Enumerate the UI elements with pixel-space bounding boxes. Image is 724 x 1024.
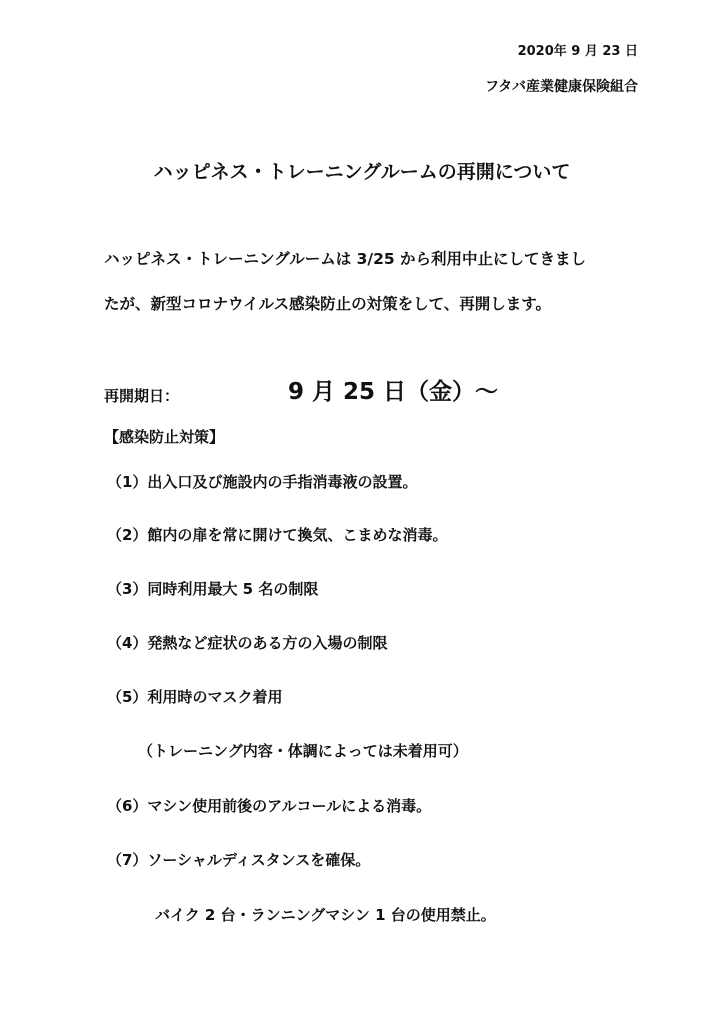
measure-item-7-note: バイク 2 台・ランニングマシン 1 台の使用禁止。 xyxy=(155,906,496,924)
body-text-line-2: たが、新型コロナウイルス感染防止の対策をして、再開します。 xyxy=(104,295,552,313)
body-text-line-1: ハッピネス・トレーニングルームは 3/25 から利用中止にしてきまし xyxy=(104,250,587,268)
document-title: ハッピネス・トレーニングルームの再開について xyxy=(153,161,571,183)
measure-item-1: （1）出入口及び施設内の手指消毒液の設置。 xyxy=(107,473,418,491)
measure-item-5: （5）利用時のマスク着用 xyxy=(107,688,283,706)
reopen-date-label: 再開期日： xyxy=(104,387,180,405)
measure-item-5-note: （トレーニング内容・体調によっては未着用可） xyxy=(138,742,468,760)
reopen-date-value: 9 月 25 日（金）〜 xyxy=(288,379,499,405)
measures-heading: 【感染防止対策】 xyxy=(104,428,225,446)
organization-name: フタバ産業健康保険組合 xyxy=(485,79,638,95)
issue-date: 2020年 9 月 23 日 xyxy=(517,44,638,59)
measure-item-6: （6）マシン使用前後のアルコールによる消毒。 xyxy=(107,797,432,815)
measure-item-2: （2）館内の扉を常に開けて換気、こまめな消毒。 xyxy=(107,526,448,544)
measure-item-4: （4）発熱など症状のある方の入場の制限 xyxy=(107,634,388,652)
measure-item-7: （7）ソーシャルディスタンスを確保。 xyxy=(107,851,371,869)
measure-item-3: （3）同時利用最大 5 名の制限 xyxy=(107,580,319,598)
